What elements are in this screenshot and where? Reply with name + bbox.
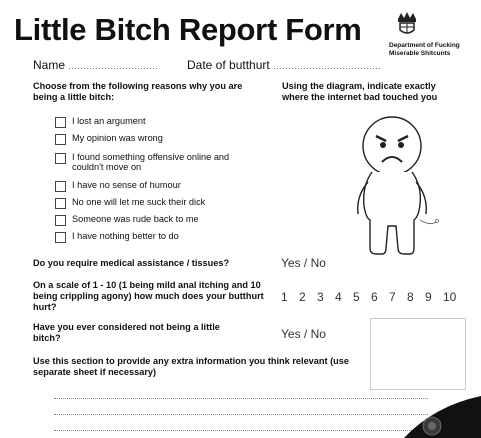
reason-option[interactable] [55,197,242,209]
checkbox[interactable] [55,215,66,226]
reason-option[interactable] [55,214,242,226]
reasons-prompt: Choose from the following reasons why you are being a little bitch: [33,81,243,102]
scale-value[interactable]: 5 [353,290,360,304]
reason-option[interactable] [55,231,242,243]
not-bitch-answer[interactable]: Yes / No [281,327,326,341]
checkbox[interactable] [55,181,66,192]
stamp-box [370,318,466,390]
reason-label: I found something offensive online and couldn't move on [72,152,230,172]
diagram-prompt: Using the diagram, indicate exactly where the internet bad touched you [282,81,438,102]
form-title: Little Bitch Report Form [14,12,362,47]
name-label: Name [33,58,66,72]
reason-label: No one will let me suck their dick [72,197,206,207]
checkbox[interactable] [55,134,66,145]
body-diagram[interactable] [346,108,446,260]
name-dots: .............................. [68,61,159,71]
reason-label: I have nothing better to do [72,231,179,241]
date-dots: .................................... [273,61,382,71]
reason-option[interactable] [55,116,242,128]
scale-value[interactable]: 7 [389,290,396,304]
medical-question: Do you require medical assistance / tissues? [33,258,230,268]
reason-option[interactable] [55,180,242,192]
scale-value[interactable]: 6 [371,290,378,304]
reason-label: Someone was rude back to me [72,214,199,224]
checkbox[interactable] [55,198,66,209]
date-field[interactable] [187,58,381,72]
department-name: Department of Fucking Miserable Shitcunts [389,42,460,57]
checkbox[interactable] [55,117,66,128]
crown-crest-icon [394,10,420,38]
reason-label: My opinion was wrong [72,133,163,143]
writing-line[interactable] [54,430,428,431]
scale-value[interactable]: 1 [281,290,288,304]
scale-value[interactable]: 4 [335,290,342,304]
pain-scale[interactable] [281,290,461,304]
reason-label: I lost an argument [72,116,146,126]
scale-value[interactable]: 10 [443,290,457,304]
scale-value[interactable]: 3 [317,290,324,304]
medical-answer[interactable]: Yes / No [281,256,326,270]
corner-emblem-icon [404,396,481,438]
name-field[interactable] [33,58,158,72]
checkbox[interactable] [55,153,66,164]
pain-scale-question: On a scale of 1 - 10 (1 being mild anal itching and 10 being crippling agony) how much does your butthurt hurt? [33,280,264,312]
reason-label: I have no sense of humour [72,180,181,190]
date-label: Date of butthurt [187,58,270,72]
extra-info-prompt: Use this section to provide any extra information you think relevant (use separate sheet if necessary) [33,356,350,377]
scale-value[interactable]: 8 [407,290,414,304]
reason-option[interactable] [55,152,237,172]
reason-option[interactable] [55,133,242,145]
not-bitch-question: Have you ever considered not being a little bitch? [33,322,220,343]
scale-value[interactable]: 9 [425,290,432,304]
scale-value[interactable]: 2 [299,290,306,304]
checkbox[interactable] [55,232,66,243]
writing-line[interactable] [54,398,428,399]
writing-line[interactable] [54,414,428,415]
